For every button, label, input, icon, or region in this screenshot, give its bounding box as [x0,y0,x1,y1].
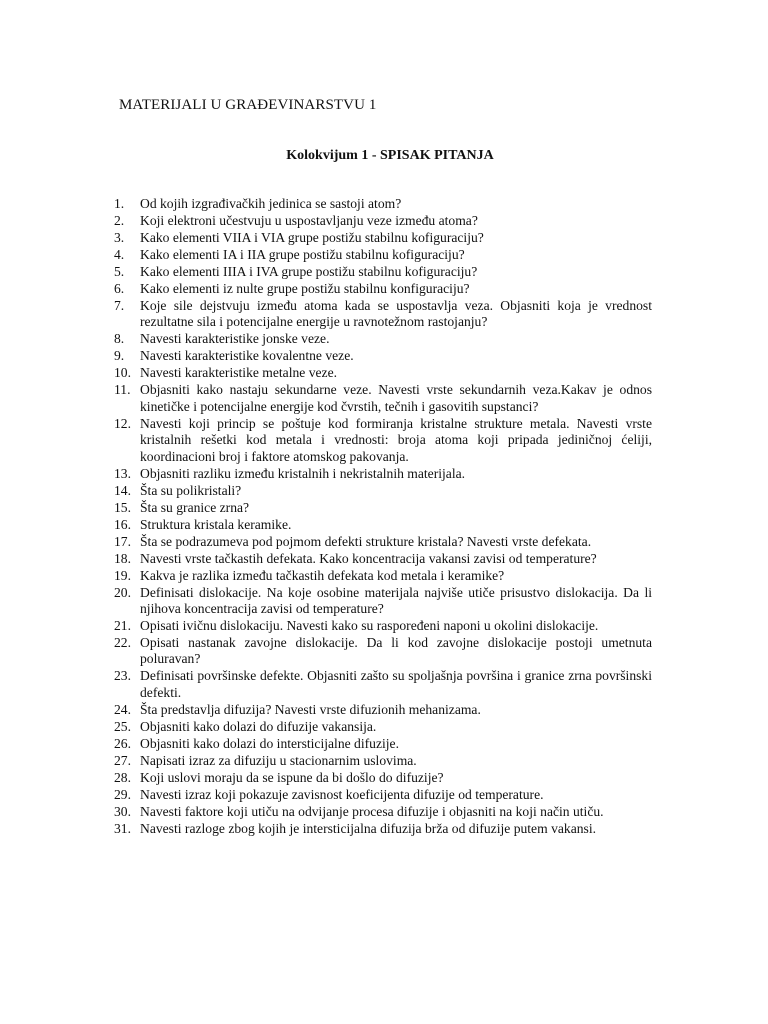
question-number: 8. [114,331,125,347]
question-number: 7. [114,298,125,313]
question-number: 6. [114,281,125,296]
question-text: Šta su polikristali? [140,482,242,498]
question-item [114,517,652,533]
question-number: 28. [114,769,131,785]
question-number: 26. [114,735,131,751]
question-item [114,668,652,701]
question-item [114,247,652,263]
question-number: 9. [114,348,125,364]
question-number: 1. [114,196,125,211]
question-number: 12. [114,415,131,431]
question-text: Kako elementi VIIA i VIA grupe postižu stabilnu kofiguraciju? [140,230,484,245]
question-item [114,585,652,618]
question-item [114,821,652,837]
question-number: 29. [114,786,131,802]
question-item [114,365,652,381]
question-text: Navesti karakteristike metalne veze. [140,365,338,381]
question-text: Opisati nastanak zavojne dislokacije. Da li kod zavojne dislokacije postoji umetnuta poluravan? [140,635,652,667]
question-text: Navesti koji princip se poštuje kod formiranja kristalne strukture metala. Navesti vrste kristalnih rešetki kod metala i vrednosti: broja atoma koji pripada jediničnoj ćeliji, koordinacioni broj i faktore atomskog pakovanja. [140,415,652,464]
question-text: Objasniti kako dolazi do intersticijalne difuzije. [140,735,399,751]
question-item [114,331,652,347]
question-item [114,804,652,820]
question-number: 30. [114,803,131,819]
question-text: Navesti karakteristike kovalentne veze. [140,348,354,364]
question-item [114,568,652,584]
question-text: Koji uslovi moraju da se ispune da bi došlo do difuzije? [140,769,444,785]
question-number: 20. [114,584,131,600]
question-item [114,196,652,212]
question-number: 27. [114,752,131,768]
question-text: Definisati dislokacije. Na koje osobine materijala najviše utiče prisustvo dislokacija. Da li njihova koncentracija zavisi od temperature? [140,584,652,617]
question-number: 18. [114,550,131,566]
question-number: 13. [114,465,131,481]
question-text: Od kojih izgrađivačkih jedinica se sastoji atom? [140,196,402,211]
question-item [114,298,652,331]
question-text: Koji elektroni učestvuju u uspostavljanju veze između atoma? [140,213,478,228]
question-item [114,736,652,752]
question-number: 3. [114,230,125,245]
document-subtitle [0,147,768,164]
question-item [114,787,652,803]
question-item [114,534,652,550]
question-item [114,702,652,718]
question-text: Kako elementi iz nulte grupe postižu stabilnu konfiguraciju? [140,281,470,296]
question-text: Kako elementi IA i IIA grupe postižu stabilnu kofiguraciju? [140,247,465,262]
question-number: 19. [114,567,131,583]
question-text: Objasniti kako nastaju sekundarne veze. Navesti vrste sekundarnih veza.Kakav je odnos kinetičke i potencijalne energije kod čvrstih, tečnih i gasovitih supstanci? [140,382,652,414]
question-text: Navesti vrste tačkastih defekata. Kako koncentracija vakansi zavisi od temperature? [140,550,597,566]
question-item [114,230,652,246]
question-item [114,635,652,668]
question-text: Šta predstavlja difuzija? Navesti vrste difuzionih mehanizama. [140,701,481,717]
question-number: 11. [114,382,131,398]
question-item [114,264,652,280]
question-number: 2. [114,213,125,228]
question-item [114,551,652,567]
question-text: Kako elementi IIIA i IVA grupe postižu stabilnu kofiguraciju? [140,264,478,279]
question-text: Šta su granice zrna? [140,499,250,515]
question-item [114,382,652,415]
question-item [114,281,652,297]
question-number: 24. [114,701,131,717]
question-number: 22. [114,635,131,651]
question-number: 15. [114,499,131,515]
question-text: Opisati ivičnu dislokaciju. Navesti kako su raspoređeni naponi u okolini dislokacije. [140,618,599,634]
question-number: 21. [114,618,131,634]
question-text: Objasniti kako dolazi do difuzije vakansija. [140,718,377,734]
question-text: Kakva je razlika između tačkastih defekata kod metala i keramike? [140,567,505,583]
question-number: 5. [114,264,125,279]
question-number: 23. [114,668,131,684]
question-text: Objasniti razliku između kristalnih i nekristalnih materijala. [140,465,466,481]
question-number: 4. [114,247,125,262]
question-item [114,483,652,499]
question-number: 31. [114,820,131,836]
question-text: Navesti izraz koji pokazuje zavisnost koeficijenta difuzije od temperature. [140,786,544,802]
question-text: Šta se podrazumeva pod pojmom defekti strukture kristala? Navesti vrste defekata. [140,533,592,549]
subtitle-text: Kolokvijum 1 - SPISAK PITANJA [286,148,494,163]
question-item [114,753,652,769]
question-item [114,618,652,634]
question-item [114,770,652,786]
question-number: 17. [114,533,131,549]
question-text: Koje sile dejstvuju između atoma kada se uspostavlja veza. Objasniti koja je vrednost rezultatne sila i potencijalne energije u ravnotežnom rastojanju? [140,298,652,330]
document-title: MATERIJALI U GRAĐEVINARSTVU 1 [119,97,377,113]
question-item [114,466,652,482]
question-text: Navesti karakteristike jonske veze. [140,331,330,347]
question-text: Napisati izraz za difuziju u stacionarnim uslovima. [140,752,417,768]
question-item [114,719,652,735]
question-item [114,500,652,516]
question-item [114,213,652,229]
question-text: Struktura kristala keramike. [140,516,292,532]
question-number: 25. [114,718,131,734]
question-number: 10. [114,365,131,381]
question-text: Navesti faktore koji utiču na odvijanje procesa difuzije i objasniti na koji način utiču. [140,803,604,819]
question-number: 14. [114,482,131,498]
question-text: Navesti razloge zbog kojih je intersticijalna difuzija brža od difuzije putem vakansi. [140,820,596,836]
question-list [114,196,652,838]
question-item [114,348,652,364]
question-item [114,416,652,465]
question-text: Definisati površinske defekte. Objasniti zašto su spoljašnja površina i granice zrna površinski defekti. [140,668,652,700]
question-number: 16. [114,516,131,532]
